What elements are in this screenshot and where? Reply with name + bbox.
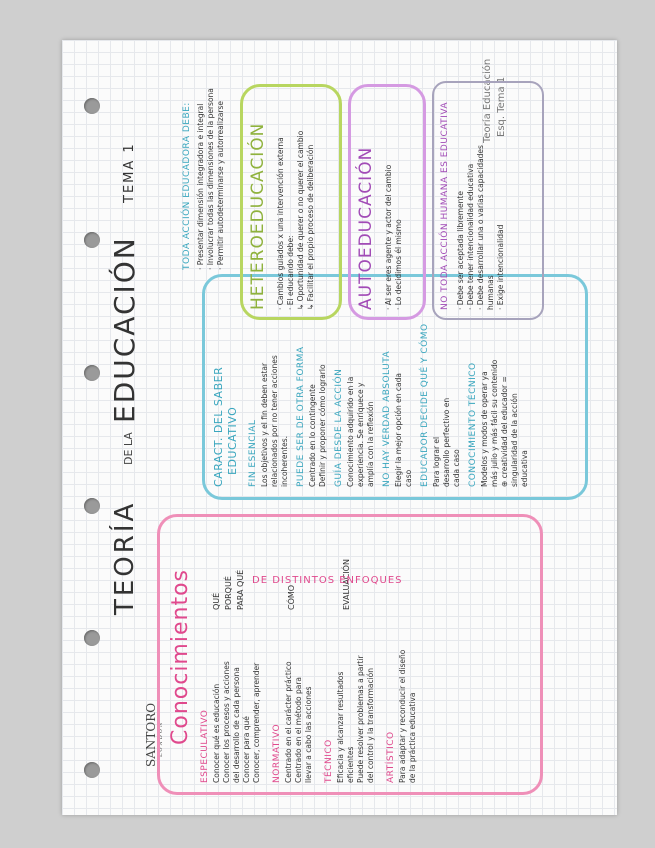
auto-line: · Lo decidimos él mismo: [394, 219, 403, 310]
hetero-line: ↳ Facilitar el propio proceso de deliberación: [306, 144, 315, 310]
caract-item-line: Centrado en lo contingente: [308, 384, 317, 487]
corner-note-1: Teoría Educación: [482, 58, 493, 143]
title-tema: TEMA 1: [122, 142, 137, 203]
caract-item-line: Definir y proponer cómo lograrlo: [318, 364, 327, 487]
normativo-line: llevar a cabo las acciones: [304, 686, 313, 783]
brand-logo-sub: LONDON: [158, 720, 164, 757]
caract-item-line: cada caso: [452, 449, 461, 487]
caract-heading: EDUCATIVO: [226, 406, 239, 475]
caract-item-line: Modelos y modos de operar ya: [480, 371, 489, 487]
brand-logo: SANTORO: [144, 702, 158, 767]
tecnico-line: Eficacia y alcanzar resultados: [336, 671, 345, 783]
caract-item-line: desarrollo perfectivo en: [442, 397, 451, 487]
caract-item-line: caso: [404, 469, 413, 487]
conocimientos-heading: Conocimientos: [168, 568, 193, 745]
caract-item-line: incoherentes.: [280, 435, 289, 487]
tecnico-line: eficientes: [346, 746, 355, 783]
auto-heading: AUTOEDUCACIÓN: [356, 146, 376, 310]
title-de-la: DE LA: [122, 432, 135, 465]
notoda-heading: NO TODA ACCIÓN HUMANA ES EDUCATIVA: [440, 101, 450, 310]
especulativo-label: ESPECULATIVO: [200, 709, 210, 783]
caract-item-line: amplía con la reflexión: [366, 401, 375, 487]
caract-item-line: educativa: [520, 450, 529, 487]
toda-heading: TODA ACCIÓN EDUCADORA DEBE:: [182, 102, 192, 270]
hetero-line: · Cambios guiados x una intervención externa: [276, 137, 285, 310]
normativo-line: Centrado en el carácter práctico: [284, 661, 293, 783]
tecnico-label: TÉCNICO: [324, 739, 334, 783]
caract-item-label: EDUCADOR DECIDE QUÉ Y CÓMO: [420, 323, 430, 487]
side-evaluacion: EVALUACIÓN: [342, 559, 351, 610]
caract-item-line: más julio y más fácil su contenido: [490, 359, 499, 487]
especulativo-line: del desarrollo de cada persona: [232, 667, 241, 783]
normativo-line: Centrado en el método para: [294, 676, 303, 783]
distintos-enfoques: DE DISTINTOS ENFOQUES: [252, 575, 403, 586]
especulativo-line: Conocer qué es educación: [212, 683, 221, 783]
side-para-que: PARA QUÉ: [236, 569, 245, 610]
notoda-line: · Debe tener intencionalidad educativa: [466, 163, 475, 310]
auto-line: · Al ser eres agente y actor del cambio: [384, 164, 393, 310]
side-como: CÓMO: [287, 584, 296, 610]
caract-heading: CARACT. DEL SABER: [212, 366, 225, 487]
notoda-line: · Debe desarrollar una o varias capacidades: [476, 145, 485, 310]
notoda-line: · Exige intencionalidad: [496, 224, 505, 310]
caract-item-line: singularidad de la acción: [510, 393, 519, 487]
toda-line: · Involucrar todas las dimensiones de la persona: [206, 88, 215, 270]
hetero-line: ↳ Oportunidad de querer o no querer el cambio: [296, 130, 305, 310]
caract-item-label: PUEDE SER DE OTRA FORMA: [296, 346, 306, 487]
artistico-line: Para adaptar y reconducir el diseño: [398, 649, 407, 783]
title-teoria: TEORÍA: [110, 500, 140, 615]
toda-line: · Permitir autodeterminarse y autorrealizarse: [216, 100, 225, 270]
caract-item-line: relacionados por no tener acciones: [270, 355, 279, 487]
notebook-page: [62, 40, 617, 815]
caract-item-label: FIN ESENCIAL: [248, 419, 258, 487]
side-que: QUÉ: [212, 592, 221, 610]
caract-item-label: NO HAY VERDAD ABSOLUTA: [382, 350, 392, 487]
artistico-label: ARTÍSTICO: [386, 731, 396, 783]
caract-item-label: GUÍA DESDE LA ACCIÓN: [334, 368, 344, 487]
caract-item-label: CONOCIMIENTO TÉCNICO: [468, 362, 478, 487]
normativo-label: NORMATIVO: [272, 723, 282, 783]
notoda-line: · Debe ser aceptada libremente: [456, 191, 465, 310]
title-educacion: EDUCACIÓN: [108, 236, 141, 423]
caract-item-line: ⊕ creatividad del educador =: [500, 376, 509, 487]
tecnico-line: Puede resolver problemas a partir: [356, 655, 365, 783]
toda-line: · Presentar dimensión integradora e integral: [196, 103, 205, 270]
rotated-content: [62, 40, 617, 815]
caract-item-line: Para lograr el: [432, 436, 441, 487]
hetero-heading: HETEROEDUCACIÓN: [248, 122, 268, 310]
artistico-line: de la práctica educativa: [408, 692, 417, 783]
caract-item-line: Los objetivos y el fin deben estar: [260, 362, 269, 487]
especulativo-line: Conocer, comprender, aprender: [252, 662, 261, 783]
notoda-line: humanas: [486, 275, 495, 310]
caract-item-line: Conocimiento adquirido en la: [346, 376, 355, 487]
caract-item-line: Elegir la mejor opción en cada: [394, 373, 403, 487]
caract-item-line: experiencia. Se enriquece y: [356, 382, 365, 487]
especulativo-line: Conocer los procesos y acciones: [222, 661, 231, 783]
side-porque: PORQUÉ: [224, 576, 233, 610]
corner-note-2: Esq. Tema 1: [496, 76, 507, 137]
tecnico-line: del control y la transformación: [366, 667, 375, 783]
especulativo-line: Conocer para qué: [242, 716, 251, 783]
hetero-line: · El educando debe:: [286, 235, 295, 310]
